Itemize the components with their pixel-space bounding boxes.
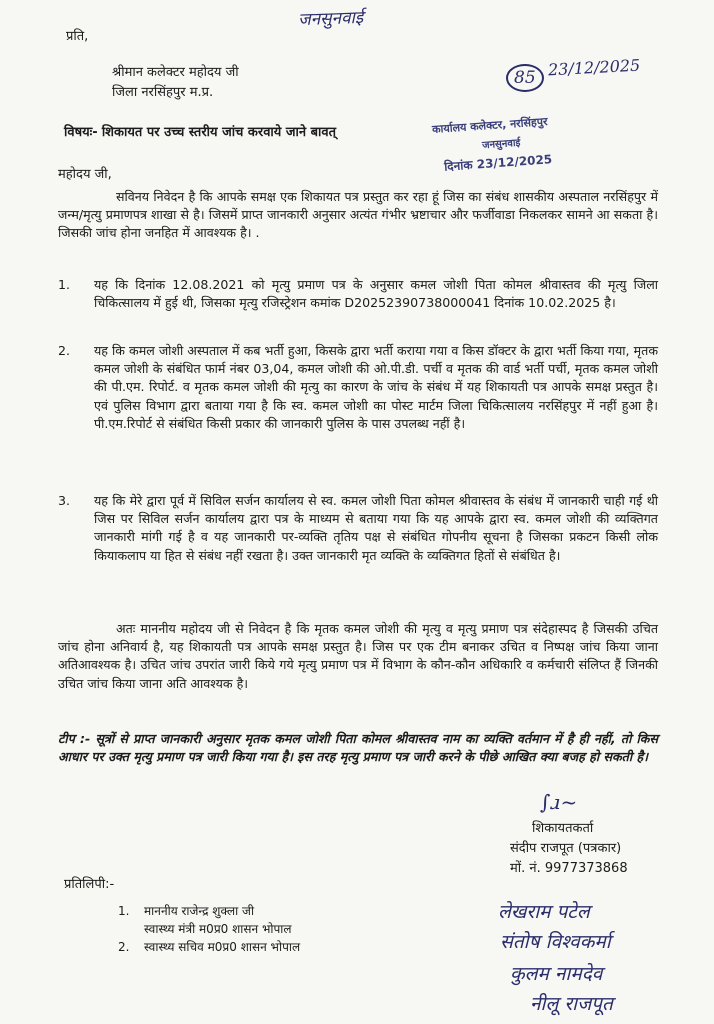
point-3-number: 3. <box>58 493 71 508</box>
addressee-line2: जिला नरसिंहपुर म.प्र. <box>112 85 214 100</box>
subject-label: विषयः- <box>64 125 98 140</box>
copy-item-1-line1: माननीय राजेन्द्र शुक्ला जी <box>144 904 255 918</box>
addressee-line1: श्रीमान कलेक्टर महोदय जी <box>112 65 239 80</box>
subject-line <box>64 124 336 142</box>
signature-name: संदीप राजपूत (पत्रकार) <box>510 841 622 856</box>
closing-paragraph: अतः माननीय महोदय जी से निवेदन है कि मृतक कमल जोशी की मृत्यु व मृत्यु प्रमाण पत्र संदेहास्पद है जिसकी उचित जांच होना अनिवार्य है, यह शिकायती पत्र आपके समक्ष प्रस्तुत है। जिस पर एक टीम बनाकर उचित व निष्पक्ष जांच किया जाना अतिआवश्यक है। उचित जांच उपरांत जारी किये गये मृत्यु प्रमाण पत्र में विभाग के कौन-कौन अधिकारि व कर्मचारी संलिप्त हैं जिनकी उचित जांच किया जाना अति आवश्यक है। <box>58 621 658 691</box>
signature-scribble-icon: ∫ɹ~ <box>540 790 578 814</box>
copy-item-1-number: 1. <box>118 904 130 918</box>
point-1-number: 1. <box>58 277 71 292</box>
to-label: प्रति, <box>66 29 89 44</box>
stamp-office: कार्यालय कलेक्टर, नरसिंहपुर <box>431 114 548 137</box>
handwritten-name-3: कुलम नामदेव <box>510 963 603 985</box>
handwritten-name-1: लेखराम पटेल <box>498 901 590 923</box>
point-1-text: यह कि दिनांक 12.08.2021 को मृत्यु प्रमाण पत्र के अनुसार कमल जोशी पिता कोमल श्रीवास्तव की मृत्यु जिला चिकित्सालय में हुई थी, जिसका मृत्यु रजिस्ट्रेशन कमांक D20252390738000041 दिनांक 10.02.2025 है। <box>94 277 658 311</box>
signature-role: शिकायतकर्ता <box>532 821 594 836</box>
signature-mobile: मों. नं. 9977373868 <box>510 861 628 876</box>
stamp-date: दिनांक 23/12/2025 <box>443 152 553 174</box>
subject-text: शिकायत पर उच्च स्तरीय जांच करवाये जाने बावत् <box>101 125 337 140</box>
point-3-text: यह कि मेरे द्वारा पूर्व में सिविल सर्जन कार्यालय से स्व. कमल जोशी पिता कोमल श्रीवास्तव के संबंध में जानकारी चाही गई थी जिस पर सिविल सर्जन कार्यालय द्वारा पत्र के माध्यम से बताया गया कि यह आपके द्वारा स्व. कमल जोशी की व्यक्तिगत जानकारी मांगी गई है व यह जानकारी पर-व्यक्ति तृतिय पक्ष से संबंधित गोपनीय सूचना है जिसका प्रकटन किसी लोक कियाकलाप या हित से संबंध नहीं रखता है। उक्त जानकारी मृत व्यक्ति के व्यक्तिगत हितों से संबंधित है। <box>94 493 658 563</box>
note-paragraph: टीप :- सूत्रों से प्राप्त जानकारी अनुसार मृतक कमल जोशी पिता कोमल श्रीवास्तव नाम का व्यक्ति वर्तमान में है ही नहीं, तो किस आधार पर उक्त मृत्यु प्रमाण पत्र जारी किया गया है। इस तरह मृत्यु प्रमाण पत्र जारी करने के पीछे आखित क्या बजह हो सकती है। <box>58 731 658 765</box>
copy-item-2-line1: स्वास्थ्य सचिव म0प्र0 शासन भोपाल <box>144 940 301 954</box>
stamp-section: जनसुनवाई <box>481 137 521 152</box>
copy-label: प्रतिलिपी:- <box>64 877 115 892</box>
handwritten-number: 85 <box>506 64 544 92</box>
salutation: महोदय जी, <box>58 167 112 182</box>
handwritten-name-4: नीलू राजपूत <box>530 993 613 1015</box>
point-2-number: 2. <box>58 343 71 358</box>
handwritten-date: 23/12/2025 <box>547 55 641 80</box>
handwritten-jansunwai: जनसुनवाई <box>297 7 364 31</box>
copy-item-2-number: 2. <box>118 940 130 954</box>
intro-paragraph: सविनय निवेदन है कि आपके समक्ष एक शिकायत पत्र प्रस्तुत कर रहा हूं जिस का संबंध शासकीय अस्पताल नरसिंहपुर में जन्म/मृत्यु प्रमाणपत्र शाखा से है। जिसमें प्राप्त जानकारी अनुसार अत्यंत गंभीर भ्रष्टाचार और फर्जीवाडा निकलकर सामने आ सकता है। जिसकी जांच होना जनहित में आवश्यक है। . <box>58 189 658 241</box>
copy-item-1-line2: स्वास्थ्य मंत्री म0प्र0 शासन भोपाल <box>144 922 292 936</box>
handwritten-name-2: संतोष विश्वकर्मा <box>500 931 611 953</box>
point-2-text: यह कि कमल जोशी अस्पताल में कब भर्ती हुआ, किसके द्वारा भर्ती कराया गया व किस डॉक्टर के द्वारा भर्ती किया गया, मृतक कमल जोशी के संबंधित फार्म नंबर 03,04, कमल जोशी की ओ.पी.डी. पर्ची व मृतक की वार्ड भर्ती पर्ची, मृतक कमल जोशी की पी.एम. रिपोर्ट. व मृतक कमल जोशी की मृत्यु का कारण के जांच के संबंध में यह शिकायती पत्र आपके समक्ष प्रस्तुत है। एवं पुलिस विभाग द्वारा बताया गया है कि स्व. कमल जोशी का पोस्ट मार्टम जिला चिकित्सालय नरसिंहपुर में नहीं हुआ है। पी.एम.रिपोर्ट से संबंधित किसी प्रकार की जानकारी पुलिस के पास उपलब्ध नहीं है। <box>94 343 658 431</box>
